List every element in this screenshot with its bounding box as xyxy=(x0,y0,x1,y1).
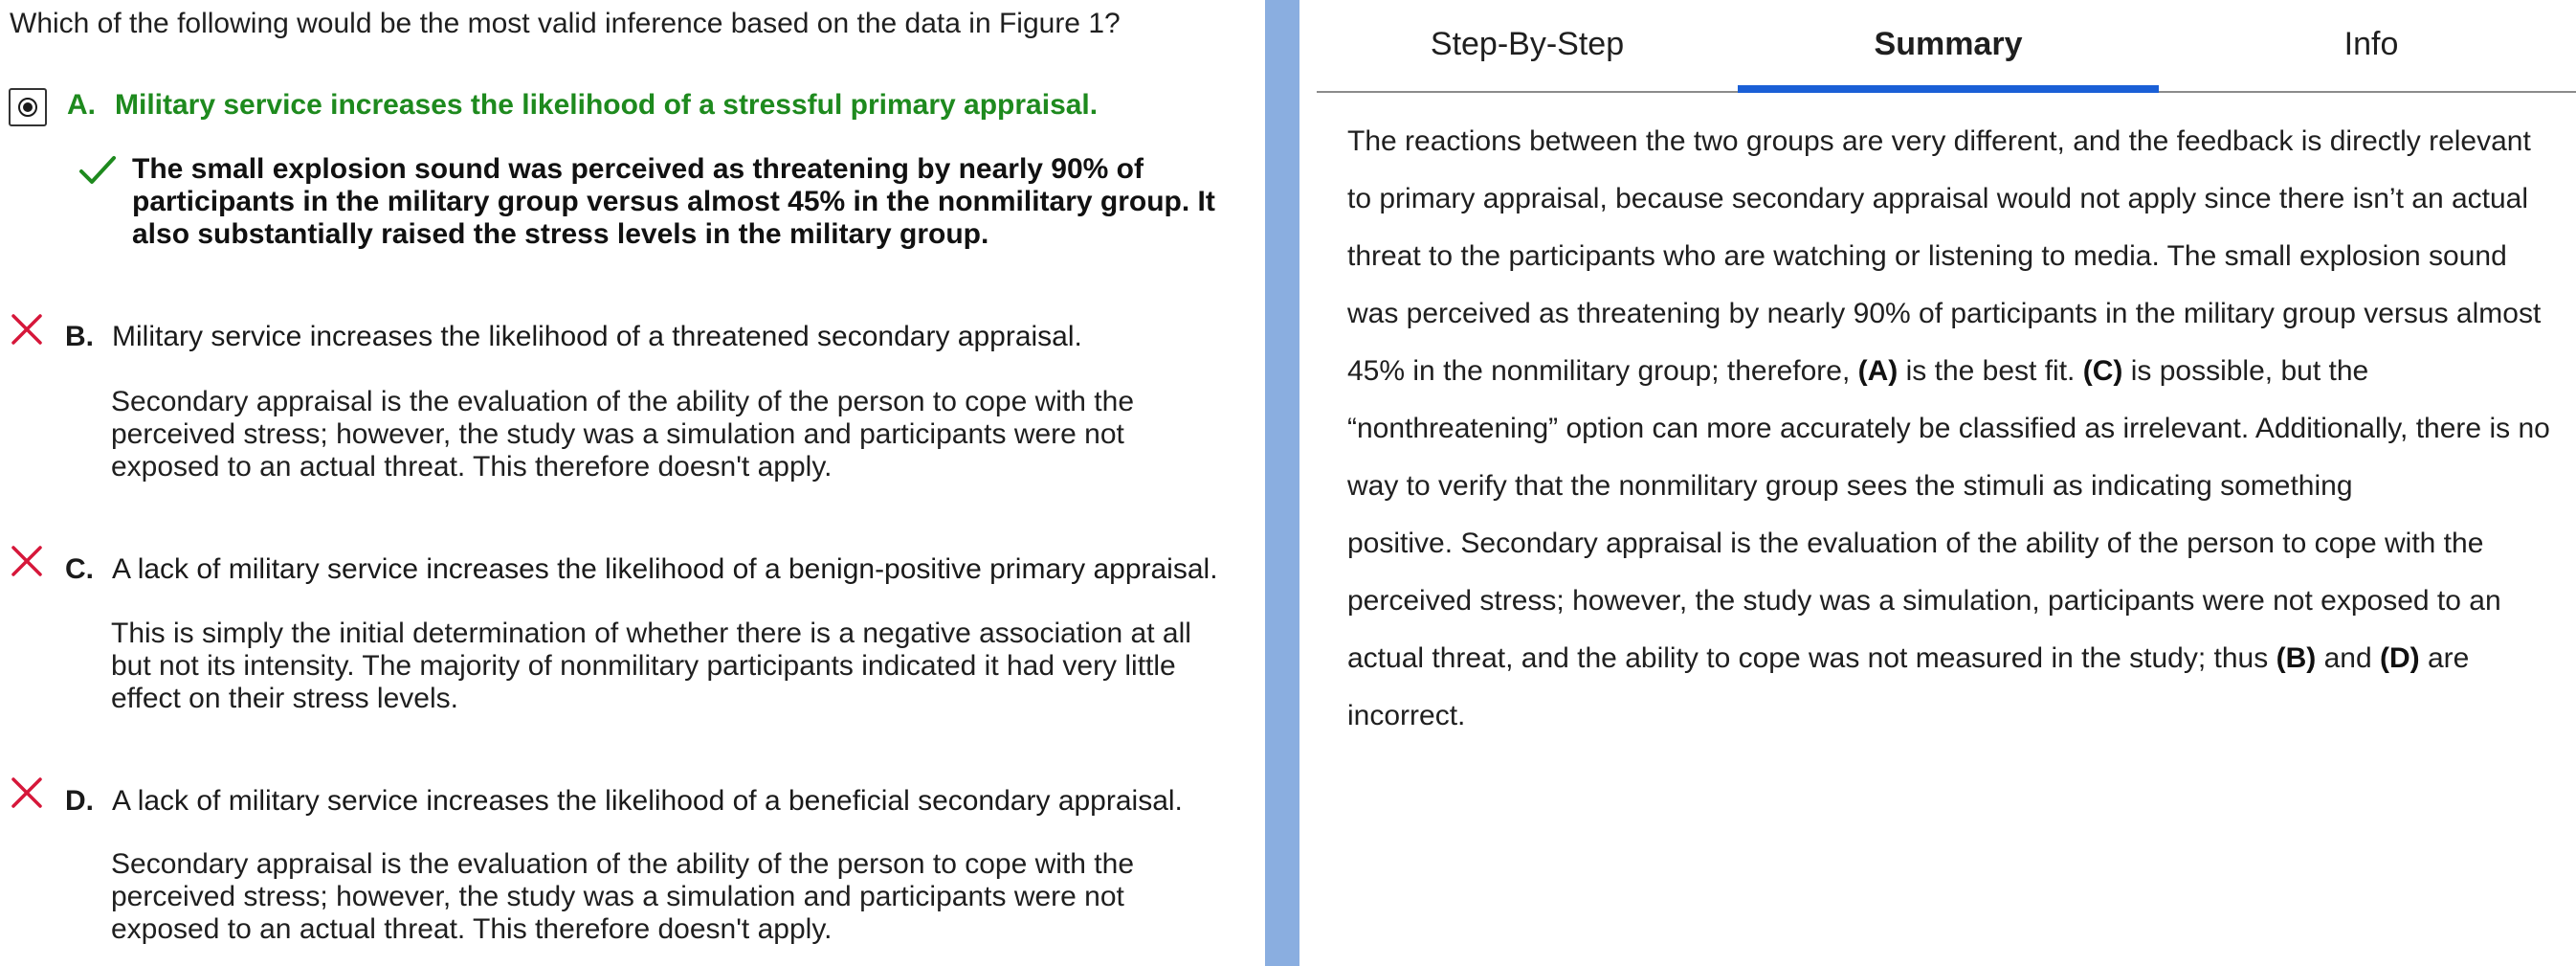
choice-b-text[interactable]: Military service increases the likelihood of a threatened secondary appraisal. xyxy=(112,321,1082,352)
choice-d-letter: D. xyxy=(65,785,94,817)
choice-a-letter: A. xyxy=(67,89,96,121)
choice-d-text[interactable]: A lack of military service increases the likelihood of a beneficial secondary appraisal. xyxy=(112,785,1183,817)
tab-label: Info xyxy=(2343,26,2399,62)
tab-label: Summary xyxy=(1874,26,2023,62)
incorrect-x-icon xyxy=(10,544,44,578)
explanation-panel xyxy=(1299,0,2576,966)
choice-c-letter: C. xyxy=(65,553,94,585)
tab-label: Step-By-Step xyxy=(1430,26,1625,62)
tab-info[interactable] xyxy=(2161,0,2576,91)
panel-splitter[interactable] xyxy=(1265,0,1299,966)
tab-bar xyxy=(1317,0,2576,93)
choice-c-text[interactable]: A lack of military service increases the likelihood of a benign-positive primary appraisal. xyxy=(112,553,1218,585)
check-icon xyxy=(78,155,117,186)
summary-text: The reactions between the two groups are very different, and the feedback is directly relevant to primary appraisal, because secondary appraisal would not apply since there isn’t an actual threat to the participants who are watching or listening to media. The small explosion sound was perceived as threatening by nearly 90% of participants in the military group versus almost 45% in the nonmilitary group; therefore, (A) is the best fit. (C) is possible, but the “nonthreatening” option can more accurately be classified as irrelevant. Additionally, there is no way to verify that the nonmilitary group sees the stimuli as indicating something positive. Secondary appraisal is the evaluation of the ability of the person to cope with the perceived stress; however, the study was a simulation, participants were not exposed to an actual threat, and the ability to cope was not measured in the study; thus (B) and (D) are incorrect. xyxy=(1347,125,2550,731)
tab-summary[interactable] xyxy=(1738,0,2159,91)
active-tab-indicator xyxy=(1738,85,2159,93)
choice-a-explanation: The small explosion sound was perceived as threatening by nearly 90% of participants in the military group versus almost 45% in the nonmilitary group. It also substantially raised the stress levels in the military group. xyxy=(132,153,1215,250)
choice-b-explanation: Secondary appraisal is the evaluation of the ability of the person to cope with the perceived stress; however, the study was a simulation and participants were not exposed to an actual threat. This therefore doesn't apply. xyxy=(111,386,1134,483)
question-text: Which of the following would be the most valid inference based on the data in Figure 1? xyxy=(10,8,1121,39)
incorrect-x-icon xyxy=(10,775,44,810)
choice-c-explanation: This is simply the initial determination of whether there is a negative association at all but not its intensity. The majority of nonmilitary participants indicated it had very little effect on their stress levels. xyxy=(111,618,1191,714)
answer-panel xyxy=(0,0,1265,966)
tab-step-by-step[interactable] xyxy=(1317,0,1738,91)
choice-a-text[interactable]: Military service increases the likelihood of a stressful primary appraisal. xyxy=(115,89,1099,121)
radio-selected-icon xyxy=(18,98,37,117)
choice-d-explanation: Secondary appraisal is the evaluation of the ability of the person to cope with the perceived stress; however, the study was a simulation and participants were not exposed to an actual threat. This therefore doesn't apply. xyxy=(111,848,1134,945)
incorrect-x-icon xyxy=(10,312,44,347)
choice-b-letter: B. xyxy=(65,321,94,352)
choice-a-radio[interactable] xyxy=(9,88,47,126)
